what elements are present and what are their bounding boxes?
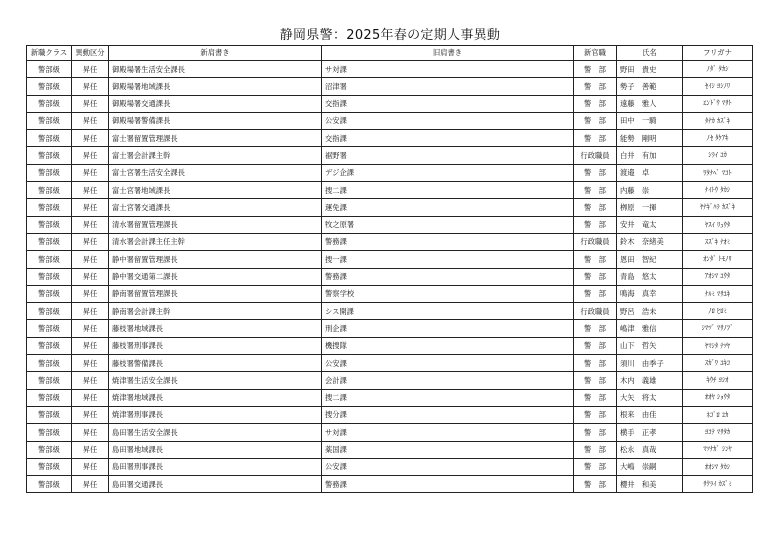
cell-new-title: 御殿場署生活安全課長 — [109, 61, 322, 78]
cell-new-title: 焼津署刑事課長 — [109, 406, 322, 423]
cell-new-rank: 警 部 — [574, 458, 617, 475]
table-row — [27, 406, 753, 423]
cell-new-title: 静中署交通第二課長 — [109, 268, 322, 285]
cell-new-rank: 警 部 — [574, 355, 617, 372]
cell-new-title: 富士宮署交通課長 — [109, 199, 322, 216]
cell-transfer-type: 昇任 — [72, 78, 109, 95]
table-row — [27, 95, 753, 112]
cell-new-title: 清水署会計課主任主幹 — [109, 233, 322, 250]
cell-old-title: 警務課 — [322, 233, 574, 250]
cell-name: 鈴木 奈緒美 — [617, 233, 683, 250]
cell-new-class: 警部級 — [27, 216, 72, 233]
cell-new-title: 富士署会計課主幹 — [109, 147, 322, 164]
cell-new-rank: 警 部 — [574, 251, 617, 268]
table-row — [27, 303, 753, 320]
cell-new-rank: 警 部 — [574, 216, 617, 233]
cell-name: 安井 竜太 — [617, 216, 683, 233]
cell-furigana: ｻｸﾗｲ ｶｽﾞﾐ — [683, 476, 753, 493]
table-body — [27, 61, 753, 493]
cell-new-rank: 警 部 — [574, 130, 617, 147]
cell-name: 栁原 一揮 — [617, 199, 683, 216]
cell-new-class: 警部級 — [27, 441, 72, 458]
cell-new-class: 警部級 — [27, 285, 72, 302]
cell-new-title: 静南署留置管理課長 — [109, 285, 322, 302]
cell-new-title: 御殿場署警備課長 — [109, 112, 322, 129]
cell-furigana: ｼﾏﾂﾞ ﾏｻﾉﾌﾞ — [683, 320, 753, 337]
cell-old-title: 捜一課 — [322, 251, 574, 268]
cell-name: 大矢 将太 — [617, 389, 683, 406]
cell-old-title: 公安課 — [322, 355, 574, 372]
cell-furigana: ｾｲｼ ﾖｼﾉﾘ — [683, 78, 753, 95]
table-row — [27, 216, 753, 233]
cell-old-title: 会計課 — [322, 372, 574, 389]
cell-name: 能勢 剛明 — [617, 130, 683, 147]
cell-new-title: 御殿場署地域課長 — [109, 78, 322, 95]
cell-furigana: ﾜﾀﾅﾍﾞ ﾏｺﾄ — [683, 164, 753, 181]
cell-name: 大嶋 崇嗣 — [617, 458, 683, 475]
cell-transfer-type: 昇任 — [72, 233, 109, 250]
cell-new-rank: 警 部 — [574, 61, 617, 78]
cell-new-class: 警部級 — [27, 320, 72, 337]
cell-furigana: ｵｵｼﾏ ﾀｶｼ — [683, 458, 753, 475]
cell-furigana: ｷｳﾁ ﾖｼｵ — [683, 372, 753, 389]
table-row — [27, 389, 753, 406]
header-new-title: 新肩書き — [109, 46, 322, 61]
cell-new-class: 警部級 — [27, 164, 72, 181]
cell-furigana: ﾉﾀﾞ ﾀｶｼ — [683, 61, 753, 78]
cell-new-rank: 警 部 — [574, 112, 617, 129]
table-row — [27, 285, 753, 302]
cell-transfer-type: 昇任 — [72, 389, 109, 406]
cell-new-class: 警部級 — [27, 61, 72, 78]
table-row — [27, 337, 753, 354]
table-row — [27, 441, 753, 458]
cell-old-title: サ対課 — [322, 424, 574, 441]
cell-old-title: 機捜隊 — [322, 337, 574, 354]
cell-furigana: ﾅｲﾄｳ ﾀｶｼ — [683, 182, 753, 199]
cell-furigana: ﾔﾅｷﾞﾊﾗ ｶｽﾞｷ — [683, 199, 753, 216]
cell-name: 遠藤 雅人 — [617, 95, 683, 112]
cell-new-title: 藤枝署警備課長 — [109, 355, 322, 372]
cell-old-title: 運免課 — [322, 199, 574, 216]
table-row — [27, 112, 753, 129]
cell-new-title: 静南署会計課主幹 — [109, 303, 322, 320]
cell-old-title: 薬国課 — [322, 441, 574, 458]
cell-new-class: 警部級 — [27, 406, 72, 423]
cell-new-title: 焼津署生活安全課長 — [109, 372, 322, 389]
header-new-class: 新職クラス — [27, 46, 72, 61]
cell-new-title: 島田署地域課長 — [109, 441, 322, 458]
cell-name: 鳴海 真幸 — [617, 285, 683, 302]
cell-new-rank: 警 部 — [574, 78, 617, 95]
cell-transfer-type: 昇任 — [72, 164, 109, 181]
cell-new-rank: 行政職員 — [574, 147, 617, 164]
cell-old-title: 捜分課 — [322, 406, 574, 423]
cell-new-class: 警部級 — [27, 147, 72, 164]
cell-old-title: 交指課 — [322, 130, 574, 147]
cell-transfer-type: 昇任 — [72, 476, 109, 493]
cell-name: 野田 貴史 — [617, 61, 683, 78]
table-row — [27, 458, 753, 475]
cell-new-class: 警部級 — [27, 303, 72, 320]
cell-furigana: ｽｽﾞｷ ﾅｵﾐ — [683, 233, 753, 250]
cell-furigana: ﾉﾛ ﾋﾛﾐ — [683, 303, 753, 320]
cell-old-title: 交指課 — [322, 95, 574, 112]
table-row — [27, 164, 753, 181]
cell-furigana: ｵｵﾔ ｼｮｳﾀ — [683, 389, 753, 406]
cell-transfer-type: 昇任 — [72, 441, 109, 458]
cell-furigana: ｽｶﾞﾜ ﾕｷｺ — [683, 355, 753, 372]
cell-new-rank: 警 部 — [574, 320, 617, 337]
header-old-title: 旧肩書き — [322, 46, 574, 61]
cell-name: 横手 正孝 — [617, 424, 683, 441]
cell-furigana: ﾈｺﾞﾛ ﾕｶ — [683, 406, 753, 423]
cell-transfer-type: 昇任 — [72, 303, 109, 320]
cell-furigana: ｴﾝﾄﾞｳ ﾏｻﾄ — [683, 95, 753, 112]
table-row — [27, 199, 753, 216]
cell-new-class: 警部級 — [27, 130, 72, 147]
cell-transfer-type: 昇任 — [72, 320, 109, 337]
cell-transfer-type: 昇任 — [72, 337, 109, 354]
cell-transfer-type: 昇任 — [72, 147, 109, 164]
cell-old-title: 警務課 — [322, 476, 574, 493]
table-row — [27, 268, 753, 285]
cell-old-title: 公安課 — [322, 112, 574, 129]
cell-transfer-type: 昇任 — [72, 372, 109, 389]
cell-transfer-type: 昇任 — [72, 199, 109, 216]
cell-name: 白井 有加 — [617, 147, 683, 164]
table-row — [27, 78, 753, 95]
cell-transfer-type: 昇任 — [72, 268, 109, 285]
cell-new-title: 富士宮署地域課長 — [109, 182, 322, 199]
cell-new-title: 島田署生活安全課長 — [109, 424, 322, 441]
cell-new-class: 警部級 — [27, 372, 72, 389]
personnel-table — [26, 45, 753, 493]
cell-new-class: 警部級 — [27, 389, 72, 406]
cell-furigana: ｱｵｼﾏ ﾕｳﾀ — [683, 268, 753, 285]
cell-new-class: 警部級 — [27, 78, 72, 95]
cell-furigana: ﾀﾅｶ ｶｽﾞｷ — [683, 112, 753, 129]
cell-old-title: デジ企課 — [322, 164, 574, 181]
cell-new-title: 富士署留置管理課長 — [109, 130, 322, 147]
cell-new-title: 富士宮署生活安全課長 — [109, 164, 322, 181]
cell-new-rank: 警 部 — [574, 285, 617, 302]
table-row — [27, 476, 753, 493]
table-row — [27, 251, 753, 268]
cell-new-class: 警部級 — [27, 95, 72, 112]
header-new-rank: 新官職 — [574, 46, 617, 61]
table-row — [27, 320, 753, 337]
cell-new-rank: 行政職員 — [574, 233, 617, 250]
cell-new-class: 警部級 — [27, 199, 72, 216]
cell-name: 野呂 浩未 — [617, 303, 683, 320]
cell-new-rank: 警 部 — [574, 476, 617, 493]
cell-name: 根来 由佳 — [617, 406, 683, 423]
cell-new-class: 警部級 — [27, 458, 72, 475]
cell-name: 渡邉 卓 — [617, 164, 683, 181]
cell-new-rank: 警 部 — [574, 164, 617, 181]
cell-transfer-type: 昇任 — [72, 182, 109, 199]
cell-name: 恩田 智紀 — [617, 251, 683, 268]
cell-transfer-type: 昇任 — [72, 130, 109, 147]
cell-furigana: ﾔｽｲ ﾘｭｳﾀ — [683, 216, 753, 233]
cell-new-title: 焼津署地域課長 — [109, 389, 322, 406]
table-header-row — [27, 46, 753, 61]
cell-furigana: ﾖｺﾃ ﾏｻﾀｶ — [683, 424, 753, 441]
header-name: 氏名 — [617, 46, 683, 61]
cell-old-title: 裾野署 — [322, 147, 574, 164]
cell-new-class: 警部級 — [27, 337, 72, 354]
cell-old-title: 公安課 — [322, 458, 574, 475]
cell-transfer-type: 昇任 — [72, 285, 109, 302]
cell-new-title: 御殿場署交通課長 — [109, 95, 322, 112]
cell-transfer-type: 昇任 — [72, 216, 109, 233]
cell-transfer-type: 昇任 — [72, 112, 109, 129]
cell-new-rank: 警 部 — [574, 441, 617, 458]
cell-name: 山下 哲矢 — [617, 337, 683, 354]
table-row — [27, 61, 753, 78]
cell-old-title: シス開課 — [322, 303, 574, 320]
cell-new-rank: 警 部 — [574, 406, 617, 423]
cell-new-rank: 警 部 — [574, 372, 617, 389]
cell-new-title: 島田署刑事課長 — [109, 458, 322, 475]
cell-name: 勢子 善範 — [617, 78, 683, 95]
cell-new-title: 藤枝署刑事課長 — [109, 337, 322, 354]
cell-transfer-type: 昇任 — [72, 406, 109, 423]
header-transfer-type: 異動区分 — [72, 46, 109, 61]
cell-new-class: 警部級 — [27, 268, 72, 285]
cell-new-rank: 警 部 — [574, 95, 617, 112]
cell-new-class: 警部級 — [27, 251, 72, 268]
cell-new-rank: 警 部 — [574, 268, 617, 285]
table-row — [27, 182, 753, 199]
cell-old-title: 警察学校 — [322, 285, 574, 302]
table-row — [27, 355, 753, 372]
cell-furigana: ｼﾗｲ ﾕｶ — [683, 147, 753, 164]
cell-furigana: ｵﾝﾀﾞ ﾄﾓﾉﾘ — [683, 251, 753, 268]
header-furigana: フリガナ — [683, 46, 753, 61]
table-row — [27, 424, 753, 441]
cell-transfer-type: 昇任 — [72, 424, 109, 441]
cell-name: 青島 悠太 — [617, 268, 683, 285]
cell-transfer-type: 昇任 — [72, 355, 109, 372]
cell-name: 須川 由季子 — [617, 355, 683, 372]
cell-old-title: 捜二課 — [322, 182, 574, 199]
table-row — [27, 372, 753, 389]
cell-new-title: 島田署交通課長 — [109, 476, 322, 493]
cell-name: 嶋津 雅信 — [617, 320, 683, 337]
cell-new-rank: 警 部 — [574, 389, 617, 406]
cell-old-title: 沼津署 — [322, 78, 574, 95]
cell-name: 松永 真哉 — [617, 441, 683, 458]
cell-new-class: 警部級 — [27, 112, 72, 129]
cell-name: 田中 一騎 — [617, 112, 683, 129]
cell-furigana: ﾔﾏｼﾀ ﾃﾂﾔ — [683, 337, 753, 354]
cell-new-class: 警部級 — [27, 233, 72, 250]
cell-transfer-type: 昇任 — [72, 95, 109, 112]
cell-old-title: 刑企課 — [322, 320, 574, 337]
cell-new-class: 警部級 — [27, 476, 72, 493]
cell-transfer-type: 昇任 — [72, 251, 109, 268]
table-row — [27, 233, 753, 250]
cell-new-class: 警部級 — [27, 355, 72, 372]
cell-old-title: 捜二課 — [322, 389, 574, 406]
cell-new-rank: 警 部 — [574, 337, 617, 354]
cell-old-title: サ対課 — [322, 61, 574, 78]
cell-furigana: ﾅﾙﾐ ﾏｻﾕｷ — [683, 285, 753, 302]
cell-name: 内藤 崇 — [617, 182, 683, 199]
cell-new-rank: 行政職員 — [574, 303, 617, 320]
cell-new-rank: 警 部 — [574, 424, 617, 441]
cell-name: 木内 義雄 — [617, 372, 683, 389]
cell-new-rank: 警 部 — [574, 182, 617, 199]
cell-new-rank: 警 部 — [574, 199, 617, 216]
cell-new-title: 藤枝署地域課長 — [109, 320, 322, 337]
cell-transfer-type: 昇任 — [72, 61, 109, 78]
cell-new-class: 警部級 — [27, 424, 72, 441]
cell-name: 櫻井 和美 — [617, 476, 683, 493]
table-row — [27, 130, 753, 147]
table-row — [27, 147, 753, 164]
cell-furigana: ﾏﾂﾅｶﾞ ｼﾝﾔ — [683, 441, 753, 458]
cell-furigana: ﾉｾ ﾀｹｱｷ — [683, 130, 753, 147]
cell-old-title: 牧之原署 — [322, 216, 574, 233]
cell-new-class: 警部級 — [27, 182, 72, 199]
cell-transfer-type: 昇任 — [72, 458, 109, 475]
document-title: 静岡県警：2025年春の定期人事異動 — [279, 28, 501, 43]
cell-old-title: 警務課 — [322, 268, 574, 285]
cell-new-title: 静中署留置管理課長 — [109, 251, 322, 268]
cell-new-title: 清水署留置管理課長 — [109, 216, 322, 233]
